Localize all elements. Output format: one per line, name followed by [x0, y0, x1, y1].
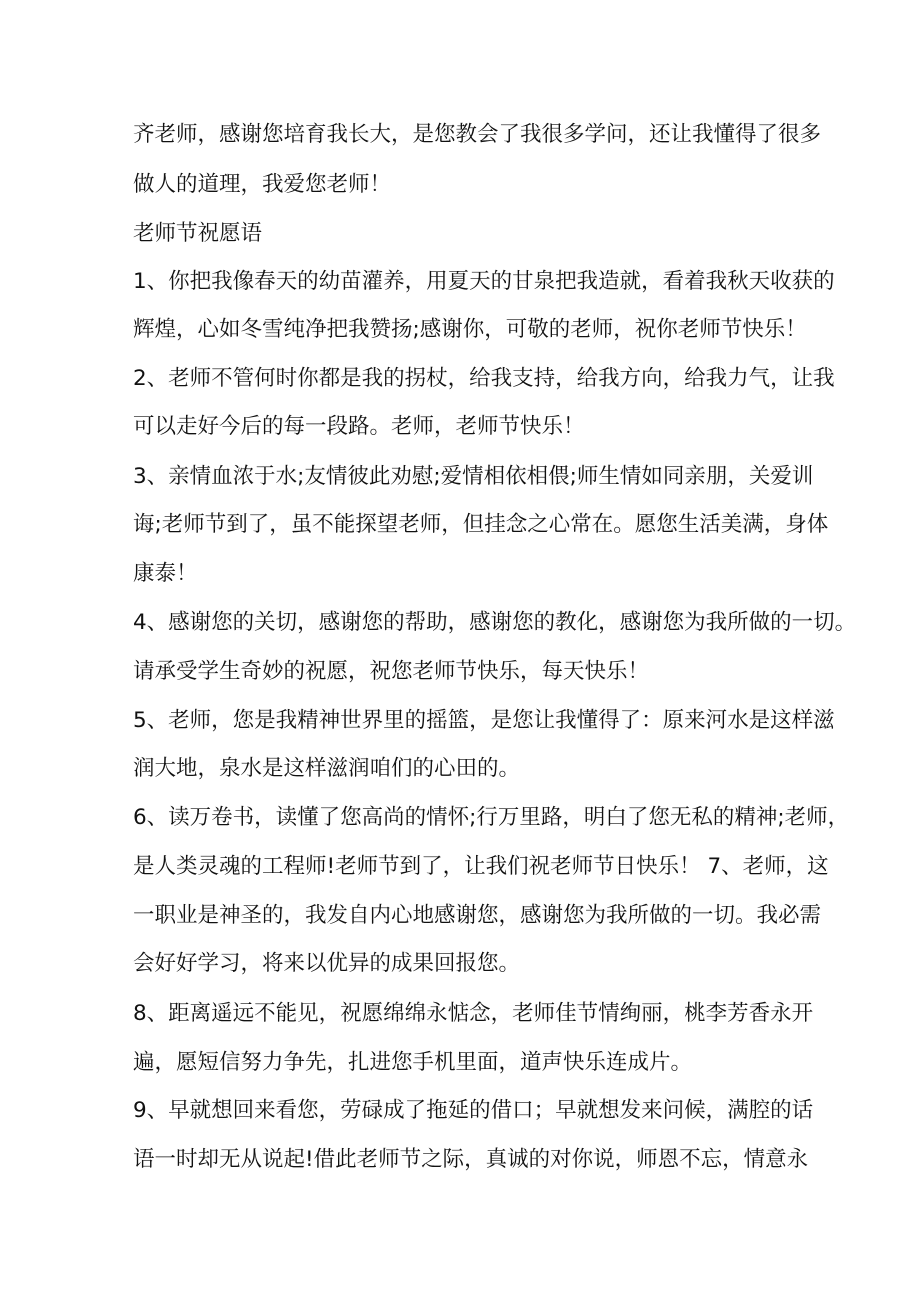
text-line: 6、读万卷书，读懂了您高尚的情怀;行万里路，明白了您无私的精神;老师， [133, 805, 850, 830]
text-line: 5、老师，您是我精神世界里的摇篮，是您让我懂得了：原来河水是这样滋 [133, 708, 835, 733]
text-line: 8、距离遥远不能见，祝愿绵绵永惦念，老师佳节情绚丽，桃李芳香永开 [133, 1001, 814, 1026]
text-line: 语一时却无从说起!借此老师节之际，真诚的对你说，师恩不忘，情意永 [133, 1147, 809, 1172]
text-line: 润大地，泉水是这样滋润咱们的心田的。 [133, 756, 521, 781]
text-line: 诲;老师节到了，虽不能探望老师，但挂念之心常在。愿您生活美满，身体 [133, 512, 829, 537]
text-line: 康泰！ [133, 561, 198, 586]
text-line: 1、你把我像春天的幼苗灌养，用夏天的甘泉把我造就，看着我秋天收获的 [133, 269, 835, 294]
text-line: 遍，愿短信努力争先，扎进您手机里面，道声快乐连成片。 [133, 1050, 693, 1075]
text-line: 辉煌，心如冬雪纯净把我赞扬;感谢你，可敬的老师，祝你老师节快乐！ [133, 317, 807, 342]
section-heading: 老师节祝愿语 [133, 221, 263, 246]
text-line: 2、老师不管何时你都是我的拐杖，给我支持，给我方向，给我力气，让我 [133, 366, 835, 391]
text-line: 一职业是神圣的，我发自内心地感谢您，感谢您为我所做的一切。我必需 [133, 903, 822, 928]
text-line: 做人的道理，我爱您老师！ [133, 172, 392, 197]
text-line: 会好好学习，将来以优异的成果回报您。 [133, 951, 521, 976]
text-line: 3、亲情血浓于水;友情彼此劝慰;爱情相依相偎;师生情如同亲朋，关爱训 [133, 464, 814, 489]
text-line: 可以走好今后的每一段路。老师，老师节快乐！ [133, 414, 585, 439]
text-line: 4、感谢您的关切，感谢您的帮助，感谢您的教化，感谢您为我所做的一切。 [133, 610, 857, 635]
text-line: 齐老师，感谢您培育我长大，是您教会了我很多学问，还让我懂得了很多 [133, 122, 822, 147]
text-line: 9、早就想回来看您，劳碌成了拖延的借口；早就想发来问候，满腔的话 [133, 1098, 814, 1123]
text-line: 是人类灵魂的工程师!老师节到了，让我们祝老师节日快乐！ 7、老师，这 [133, 854, 829, 879]
text-line: 请承受学生奇妙的祝愿，祝您老师节快乐，每天快乐！ [133, 659, 650, 684]
